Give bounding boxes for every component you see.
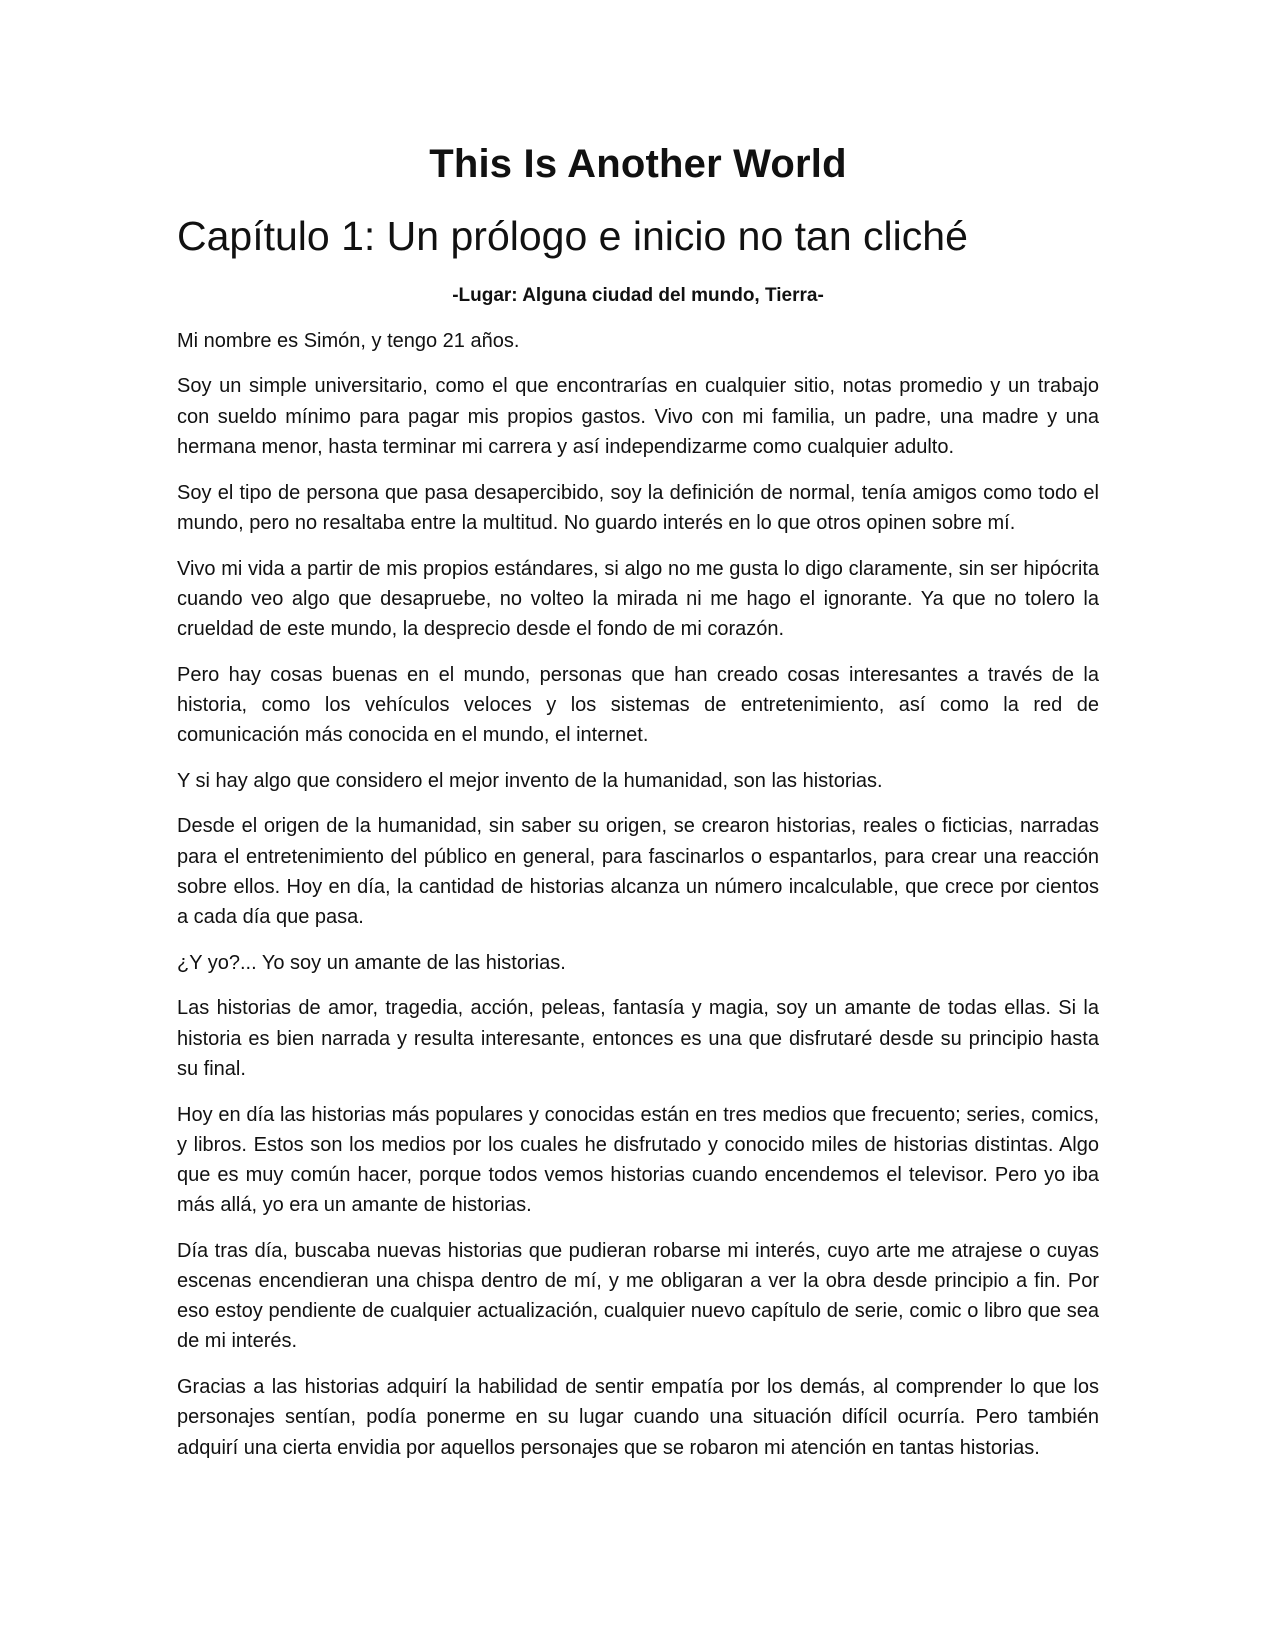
- paragraph: Hoy en día las historias más populares y conocidas están en tres medios que frecuento; series, comics, y libros. Estos son los medios por los cuales he disfrutado y conocido miles de historias distintas. Algo que es muy común hacer, porque todos vemos historias cuando encendemos el televisor. Pero yo iba más allá, yo era un amante de historias.: [177, 1103, 1099, 1217]
- paragraph: Gracias a las historias adquirí la habilidad de sentir empatía por los demás, al comprender lo que los personajes sentían, podía ponerme en su lugar cuando una situación difícil ocurría. Pero también adquirí una cierta envidia por aquellos personajes que se robaron mi atención en tantas historias.: [177, 1376, 1099, 1459]
- document-title: This Is Another World: [429, 142, 847, 186]
- paragraph: Desde el origen de la humanidad, sin saber su origen, se crearon historias, reales o ficticias, narradas para el entretenimiento del público en general, para fascinarlos o espantarlos, para crear una reacción sobre ellos. Hoy en día, la cantidad de historias alcanza un número incalculable, que crece por cientos a cada día que pasa.: [177, 815, 1099, 929]
- paragraph: Soy el tipo de persona que pasa desapercibido, soy la definición de normal, tenía amigos como todo el mundo, pero no resaltaba entre la multitud. No guardo interés en lo que otros opinen sobre mí.: [177, 481, 1099, 534]
- paragraph: ¿Y yo?... Yo soy un amante de las historias.: [177, 951, 566, 974]
- paragraph: Y si hay algo que considero el mejor invento de la humanidad, son las historias.: [177, 769, 883, 792]
- location-line: -Lugar: Alguna ciudad del mundo, Tierra-: [452, 285, 824, 307]
- paragraph: Soy un simple universitario, como el que encontrarías en cualquier sitio, notas promedio y un trabajo con sueldo mínimo para pagar mis propios gastos. Vivo con mi familia, un padre, una madre y una hermana menor, hasta terminar mi carrera y así independizarme como cualquier adulto.: [177, 375, 1099, 458]
- body-text: [177, 326, 1099, 1463]
- paragraph: Las historias de amor, tragedia, acción, peleas, fantasía y magia, soy un amante de todas ellas. Si la historia es bien narrada y resulta interesante, entonces es una que disfrutaré desde su principio hasta su final.: [177, 997, 1099, 1080]
- chapter-title: Capítulo 1: Un prólogo e inicio no tan cliché: [177, 213, 968, 259]
- paragraph: Día tras día, buscaba nuevas historias que pudieran robarse mi interés, cuyo arte me atrajese o cuyas escenas encendieran una chispa dentro de mí, y me obligaran a ver la obra desde principio a fin. Por eso estoy pendiente de cualquier actualización, cualquier nuevo capítulo de serie, comic o libro que sea de mi interés.: [177, 1239, 1099, 1353]
- paragraph: Vivo mi vida a partir de mis propios estándares, si algo no me gusta lo digo claramente, sin ser hipócrita cuando veo algo que desapruebe, no volteo la mirada ni me hago el ignorante. Ya que no tolero la crueldad de este mundo, la desprecio desde el fondo de mi corazón.: [177, 557, 1099, 640]
- document-page: [177, 140, 1099, 1478]
- paragraph: Mi nombre es Simón, y tengo 21 años.: [177, 329, 520, 352]
- paragraph: Pero hay cosas buenas en el mundo, personas que han creado cosas interesantes a través de la historia, como los vehículos veloces y los sistemas de entretenimiento, así como la red de comunicación más conocida en el mundo, el internet.: [177, 663, 1099, 747]
